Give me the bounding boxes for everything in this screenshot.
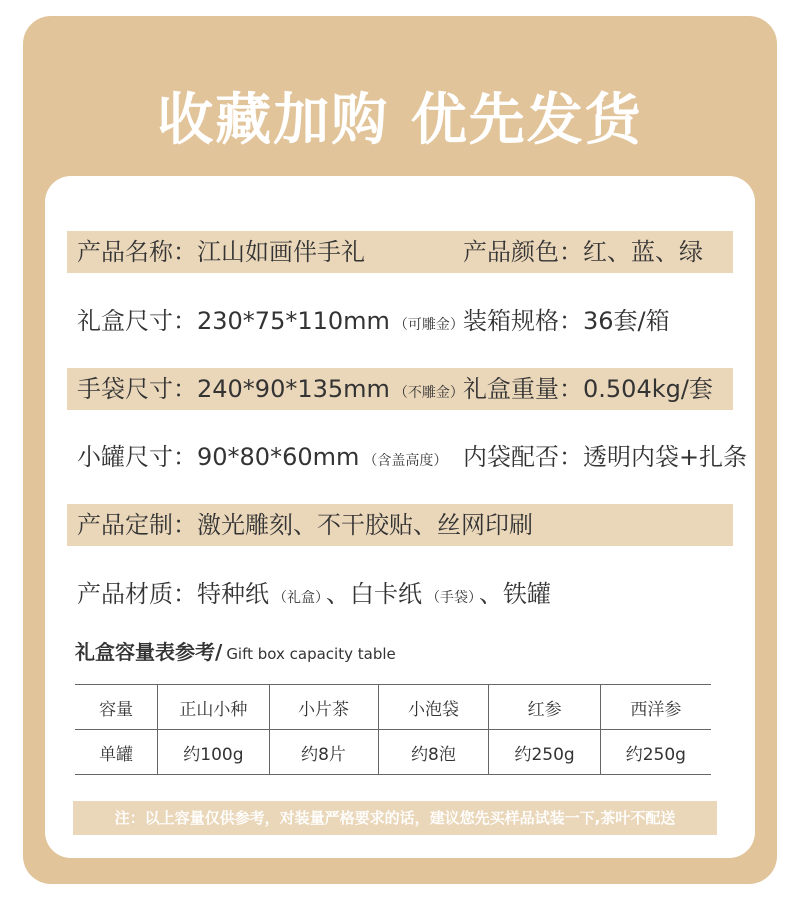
- material-note-b: （手袋）: [426, 590, 475, 606]
- spec-label: 礼盒重量：: [463, 375, 583, 403]
- spec-label: 手袋尺寸：: [77, 375, 197, 403]
- spec-value: 36套/箱: [583, 307, 670, 335]
- spec-row-name: [67, 231, 733, 273]
- table-header-cell: 容量: [75, 685, 158, 730]
- spec-note: （不雕金）: [393, 385, 464, 401]
- spec-value: 0.504kg/套: [583, 375, 713, 403]
- capacity-title-zh: 礼盒容量表参考/: [75, 640, 223, 664]
- headline: 收藏加购 优先发货: [157, 88, 643, 153]
- spec-value-text: 240*90*135mm: [197, 375, 390, 403]
- spec-row-bag-size: [67, 368, 733, 410]
- spec-row-can-size: [67, 436, 748, 478]
- spec-value: 红、蓝、绿: [583, 238, 703, 266]
- spec-value: [197, 300, 468, 342]
- spec-row-custom: [67, 504, 733, 546]
- spec-value: 激光雕刻、不干胶贴、丝网印刷: [197, 511, 533, 539]
- table-header-cell: 正山小种: [158, 685, 269, 730]
- footnote: 注：以上容量仅供参考，对装量严格要求的话，建议您先买样品试装一下,茶叶不配送: [73, 801, 717, 835]
- spec-value-text: 230*75*110mm: [197, 307, 390, 335]
- table-header-cell: 小泡袋: [378, 685, 489, 730]
- spec-label: 内袋配否：: [463, 443, 583, 471]
- table-cell: 约100g: [158, 730, 269, 775]
- material-a: 特种纸: [197, 580, 269, 608]
- spec-row-material: [67, 573, 733, 615]
- spec-note: （可雕金）: [393, 317, 464, 333]
- spec-label: 小罐尺寸：: [77, 443, 197, 471]
- spec-value: [197, 436, 451, 478]
- spec-value: [197, 573, 551, 615]
- capacity-title: [75, 636, 396, 668]
- table-row: [75, 730, 711, 775]
- table-cell: 约250g: [600, 730, 711, 775]
- spec-note: （含盖高度）: [363, 453, 448, 469]
- spec-value: [197, 368, 468, 410]
- table-header-cell: 红参: [489, 685, 600, 730]
- material-b: 、白卡纸: [326, 580, 422, 608]
- spec-label: 产品颜色：: [463, 238, 583, 266]
- promo-card: [23, 16, 777, 884]
- table-header-cell: 小片茶: [269, 685, 378, 730]
- spec-label: 装箱规格：: [463, 307, 583, 335]
- spec-label: 礼盒尺寸：: [77, 307, 197, 335]
- table-header-cell: 西洋参: [600, 685, 711, 730]
- table-cell: 单罐: [75, 730, 158, 775]
- capacity-table: [75, 684, 711, 775]
- capacity-title-en: Gift box capacity table: [226, 645, 396, 663]
- spec-value-text: 90*80*60mm: [197, 443, 360, 471]
- material-c: 、铁罐: [479, 580, 551, 608]
- table-cell: 约8片: [269, 730, 378, 775]
- table-cell: 约8泡: [378, 730, 489, 775]
- table-header-row: [75, 685, 711, 730]
- table-cell: 约250g: [489, 730, 600, 775]
- spec-label: 产品材质：: [77, 580, 197, 608]
- spec-value: 透明内袋+扎条: [583, 443, 748, 471]
- spec-label: 产品名称：: [77, 238, 197, 266]
- spec-value: 江山如画伴手礼: [197, 238, 365, 266]
- material-note-a: （礼盒）: [273, 590, 322, 606]
- spec-label: 产品定制：: [77, 511, 197, 539]
- spec-panel: [45, 176, 755, 858]
- spec-row-box-size: [67, 300, 733, 342]
